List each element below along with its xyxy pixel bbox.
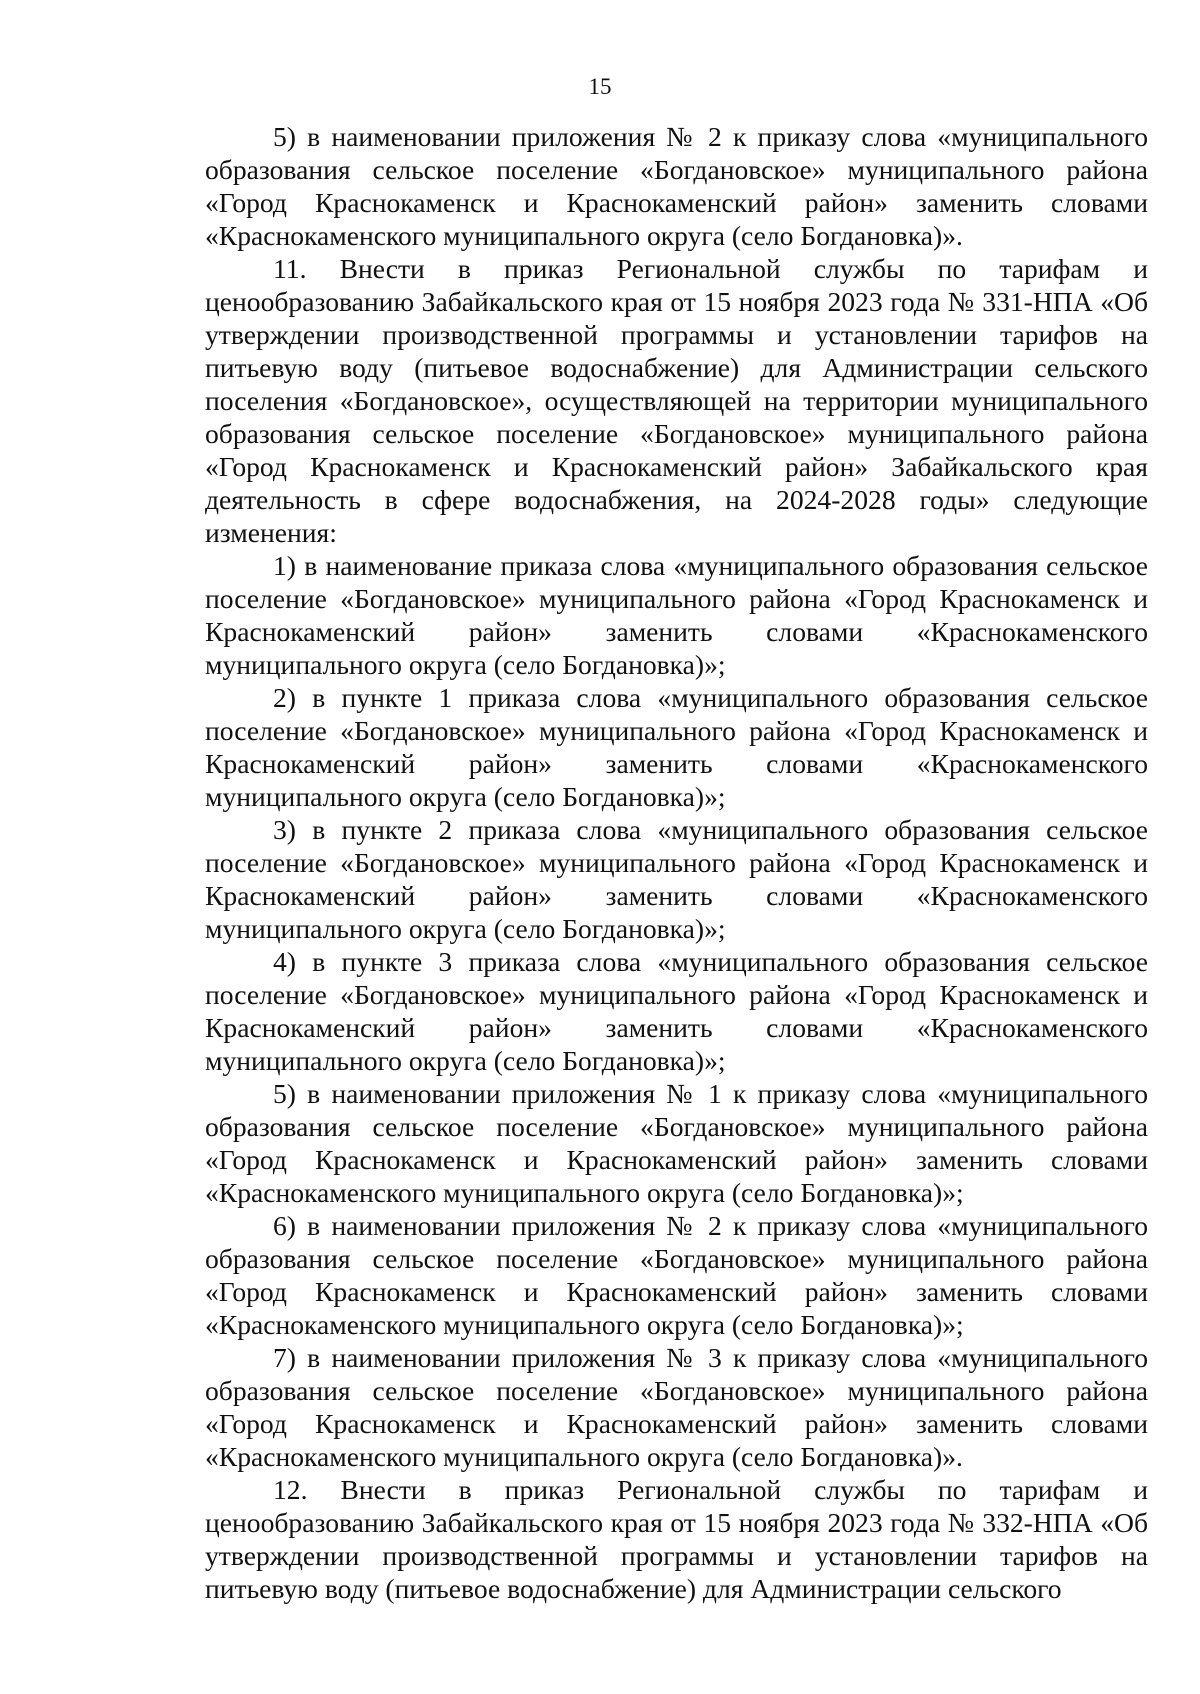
paragraph-item-1: 1) в наименование приказа слова «муниципального образования сельское поселение «Богдановское» муниципального района «Город Краснокаменск и Краснокаменский район» заменить словами «Краснокаменского муниципального округа (село Богдановка)»; [205, 550, 1148, 680]
paragraph-section-11: 11. Внести в приказ Региональной службы по тарифам и ценообразованию Забайкальского края от 15 ноября 2023 года № 331-НПА «Об утверждении производственной программы и установлении тарифов на питьевую воду (питьевое водоснабжение) для Администрации сельского поселения «Богдановское», осуществляющей на территории муниципального образования сельское поселение «Богдановское» муниципального района «Город Краснокаменск и Краснокаменский район» Забайкальского края деятельность в сфере водоснабжения, на 2024-2028 годы» следующие изменения: [205, 253, 1148, 548]
paragraph-item-6: 6) в наименовании приложения № 2 к приказу слова «муниципального образования сельское поселение «Богдановское» муниципального района «Город Краснокаменск и Краснокаменский район» заменить словами «Краснокаменского муниципального округа (село Богдановка)»; [205, 1210, 1148, 1340]
paragraph-item-4: 4) в пункте 3 приказа слова «муниципального образования сельское поселение «Богдановское» муниципального района «Город Краснокаменск и Краснокаменский район» заменить словами «Краснокаменского муниципального округа (село Богдановка)»; [205, 946, 1148, 1076]
page-number: 15 [588, 74, 612, 99]
document-body [205, 120, 1148, 1605]
paragraph-item-2: 2) в пункте 1 приказа слова «муниципального образования сельское поселение «Богдановское» муниципального района «Город Краснокаменск и Краснокаменский район» заменить словами «Краснокаменского муниципального округа (село Богдановка)»; [205, 682, 1148, 812]
paragraph-section-12: 12. Внести в приказ Региональной службы по тарифам и ценообразованию Забайкальского края от 15 ноября 2023 года № 332-НПА «Об утверждении производственной программы и установлении тарифов на питьевую воду (питьевое водоснабжение) для Администрации сельского [205, 1474, 1148, 1604]
paragraph-item-5-appendix-2: 5) в наименовании приложения № 2 к приказу слова «муниципального образования сельское поселение «Богдановское» муниципального района «Город Краснокаменск и Краснокаменский район» заменить словами «Краснокаменского муниципального округа (село Богдановка)». [205, 121, 1148, 251]
paragraph-item-5: 5) в наименовании приложения № 1 к приказу слова «муниципального образования сельское поселение «Богдановское» муниципального района «Город Краснокаменск и Краснокаменский район» заменить словами «Краснокаменского муниципального округа (село Богдановка)»; [205, 1078, 1148, 1208]
paragraph-item-3: 3) в пункте 2 приказа слова «муниципального образования сельское поселение «Богдановское» муниципального района «Город Краснокаменск и Краснокаменский район» заменить словами «Краснокаменского муниципального округа (село Богдановка)»; [205, 814, 1148, 944]
paragraph-item-7: 7) в наименовании приложения № 3 к приказу слова «муниципального образования сельское поселение «Богдановское» муниципального района «Город Краснокаменск и Краснокаменский район» заменить словами «Краснокаменского муниципального округа (село Богдановка)». [205, 1342, 1148, 1472]
